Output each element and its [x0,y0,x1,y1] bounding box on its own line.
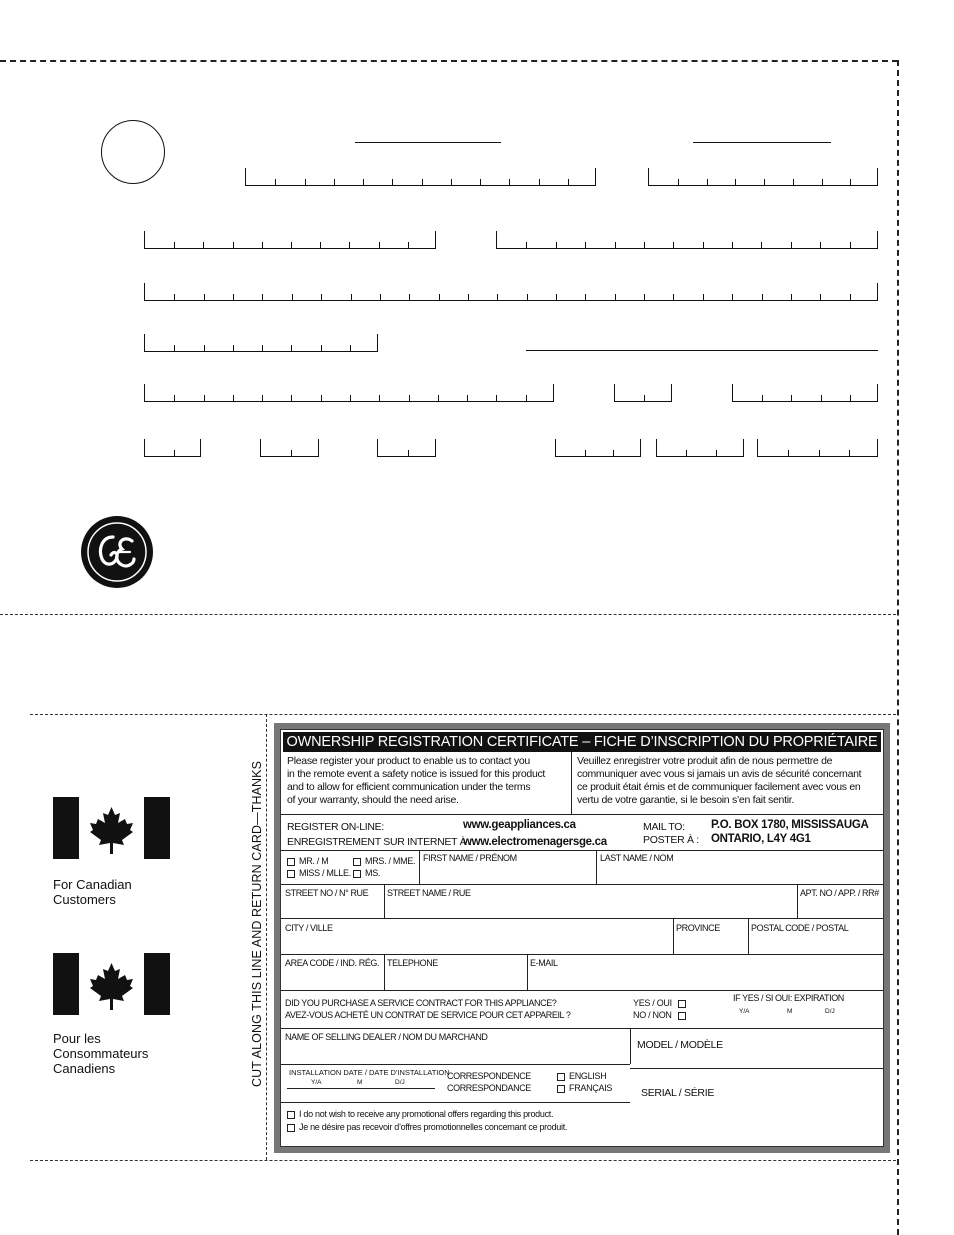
canada-flag-icon-fr [53,953,170,1015]
area-code-field[interactable]: AREA CODE / IND. RÉG. [285,958,380,968]
serial-field[interactable]: SERIAL / SÉRIE [641,1087,715,1099]
province-field[interactable]: PROVINCE [676,923,720,933]
comb-input-field[interactable] [144,283,878,301]
dealer-name-field[interactable]: NAME OF SELLING DEALER / NOM DU MARCHAND [285,1032,488,1042]
installation-month[interactable]: M [357,1079,363,1086]
title-mrs-checkbox[interactable]: MRS. / MME. [353,856,415,866]
top-perforation [0,60,898,62]
comb-input-field[interactable] [614,384,672,402]
optout-english-checkbox[interactable]: I do not wish to receive any promotional offers regarding this product. [287,1109,553,1119]
language-french-checkbox[interactable]: FRANÇAIS [557,1083,612,1093]
comb-input-field[interactable] [144,384,554,402]
service-contract-yes[interactable]: YES / OUI [633,998,690,1008]
comb-input-field[interactable] [245,168,596,186]
last-name-field[interactable]: LAST NAME / NOM [600,853,674,863]
correspondence-label-fr: CORRESPONDANCE [447,1083,531,1093]
register-online-label-fr: ENREGISTREMENT SUR INTERNET À : [287,836,472,848]
language-english-checkbox[interactable]: ENGLISH [557,1071,606,1081]
blank-underline-2[interactable] [693,142,831,143]
mailing-address-line1: P.O. BOX 1780, MISSISSAUGA [711,819,869,831]
mailing-address-line2: ONTARIO, L4Y 4G1 [711,833,811,845]
comb-input-field[interactable] [732,384,878,402]
comb-input-field[interactable] [656,439,744,457]
cut-line-instruction: CUT ALONG THIS LINE AND RETURN CARD—THANKS [250,760,264,1087]
right-perforation [897,60,899,1235]
register-online-label: REGISTER ON-LINE: [287,821,384,833]
comb-input-field[interactable] [260,439,319,457]
comb-input-field[interactable] [648,168,878,186]
comb-input-field[interactable] [555,439,641,457]
comb-input-field[interactable] [377,439,436,457]
url-english[interactable]: www.geappliances.ca [463,819,576,831]
expiration-day[interactable]: D/J [825,1008,835,1015]
card-top-cutline [30,714,896,715]
installation-year[interactable]: Y/A [311,1079,322,1086]
street-name-field[interactable]: STREET NAME / RUE [387,888,471,898]
canada-flag-icon [53,797,170,859]
service-contract-question-en: DID YOU PURCHASE A SERVICE CONTRACT FOR THIS APPLIANCE? [285,998,557,1008]
comb-input-field[interactable] [144,231,436,249]
form-circle-marker [101,120,165,184]
blank-underline-1[interactable] [355,142,501,143]
apartment-field[interactable]: APT. NO / APP. / RR# [800,888,879,898]
comb-input-field[interactable] [757,439,878,457]
email-field[interactable]: E-MAIL [530,958,558,968]
optout-french-checkbox[interactable]: Je ne désire pas recevoir d’offres promotionnelles concernant ce produit. [287,1122,567,1132]
street-number-field[interactable]: STREET NO / N° RUE [285,888,369,898]
expiration-label: IF YES / SI OUI: EXPIRATION [733,993,844,1003]
caption-canadian-customers: For Canadian Customers [53,877,132,907]
card-left-cutline [266,714,267,1160]
city-field[interactable]: CITY / VILLE [285,923,333,933]
mid-perforation [0,614,896,615]
postal-code-field[interactable]: POSTAL CODE / POSTAL [751,923,849,933]
poster-a-label: POSTER À : [643,834,699,846]
service-contract-question-fr: AVEZ-VOUS ACHETÉ UN CONTRAT DE SERVICE POUR CET APPAREIL ? [285,1010,571,1020]
first-name-field[interactable]: FIRST NAME / PRÉNOM [423,853,517,863]
url-french[interactable]: www.electromenagersge.ca [463,836,607,848]
ownership-registration-card [274,723,890,1153]
comb-input-field[interactable] [496,231,878,249]
expiration-month[interactable]: M [787,1008,793,1015]
installation-day[interactable]: D/J [395,1079,405,1086]
title-miss-checkbox[interactable]: MISS / MLLE. [287,868,351,878]
expiration-year[interactable]: Y/A [739,1008,750,1015]
model-field[interactable]: MODEL / MODÈLE [637,1039,723,1051]
service-contract-no[interactable]: NO / NON [633,1010,690,1020]
telephone-field[interactable]: TELEPHONE [387,958,438,968]
comb-input-field[interactable] [144,439,201,457]
intro-french: Veuillez enregistrer votre produit afin de nous permettre de communiquer avec vous si jamais un avis de sécurité concernant ce produit était émis et de communiquer facilement avec vous en vertu de votre garantie, si le besoin s’en fait sentir. [577,755,862,806]
title-ms-checkbox[interactable]: MS. [353,868,380,878]
title-mr-checkbox[interactable]: MR. / M [287,856,328,866]
blank-underline-3[interactable] [526,350,878,351]
mail-to-label: MAIL TO: [643,821,685,833]
card-title: OWNERSHIP REGISTRATION CERTIFICATE – FICHE D’INSCRIPTION DU PROPRIÉTAIRE [283,732,881,752]
caption-consommateurs-canadiens: Pour les Consommateurs Canadiens [53,1031,149,1076]
correspondence-label-en: CORRESPONDENCE [447,1071,531,1081]
ge-logo-icon [80,515,154,589]
comb-input-field[interactable] [144,334,378,352]
card-body [280,729,884,1147]
intro-english: Please register your product to enable us to contact you in the remote event a safety notice is issued for this product and to allow for efficient communication under the terms of your warranty, should the need arise. [287,755,546,806]
installation-date-label: INSTALLATION DATE / DATE D'INSTALLATION [289,1068,450,1077]
card-bottom-cutline [30,1160,896,1161]
